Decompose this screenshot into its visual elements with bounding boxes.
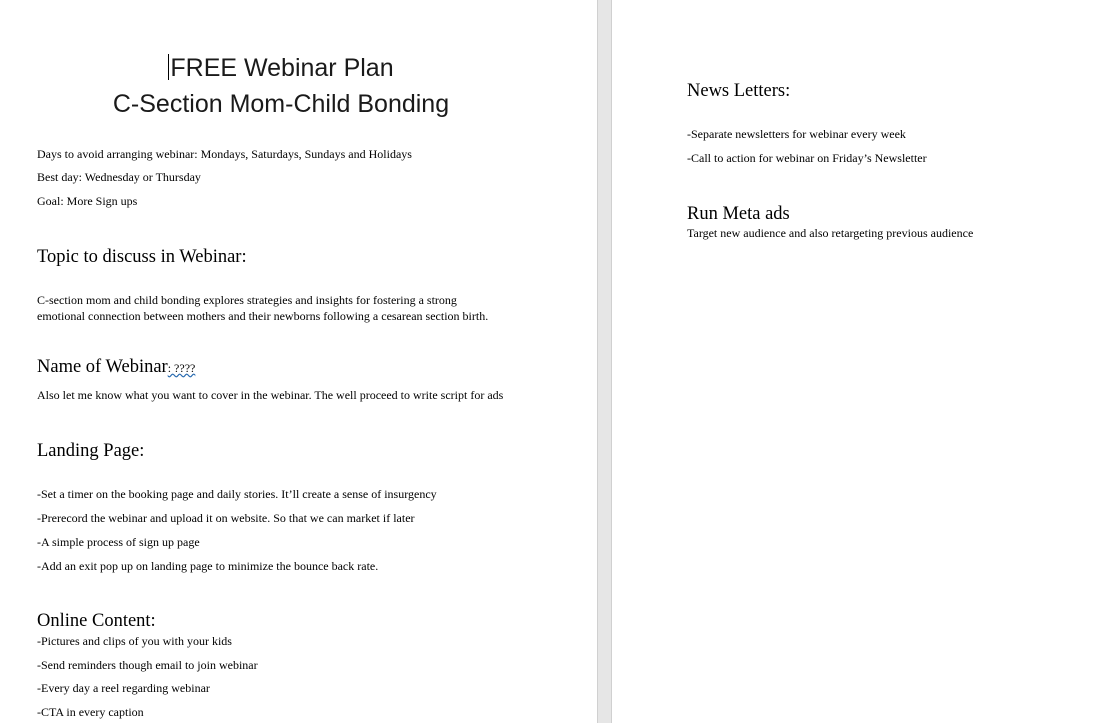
landing-item: -Set a timer on the booking page and daily stories. It’ll create a sense of insurgency bbox=[37, 487, 437, 501]
webinar-name-heading bbox=[37, 356, 195, 379]
webinar-name-label: Name of Webinar bbox=[37, 357, 168, 377]
intro-line-best-day: Best day: Wednesday or Thursday bbox=[37, 170, 201, 184]
landing-item: -Prerecord the webinar and upload it on website. So that we can market if later bbox=[37, 511, 415, 525]
newsletter-item: -Separate newsletters for webinar every week bbox=[687, 127, 906, 141]
online-content-item: -Every day a reel regarding webinar bbox=[37, 681, 210, 695]
landing-item: -A simple process of sign up page bbox=[37, 535, 200, 549]
intro-line-goal: Goal: More Sign ups bbox=[37, 194, 138, 208]
online-content-item: -Pictures and clips of you with your kids bbox=[37, 634, 232, 648]
document-page-2[interactable] bbox=[612, 0, 1120, 723]
intro-line-days-to-avoid: Days to avoid arranging webinar: Mondays, Saturdays, Sundays and Holidays bbox=[37, 147, 412, 161]
document-title-line-2: C-Section Mom-Child Bonding bbox=[112, 90, 450, 118]
online-content-item: -CTA in every caption bbox=[37, 705, 144, 719]
online-content-item: -Send reminders though email to join webinar bbox=[37, 658, 258, 672]
topic-heading: Topic to discuss in Webinar: bbox=[37, 247, 247, 267]
webinar-name-placeholder: : ???? bbox=[167, 361, 196, 375]
topic-text-line-1: C-section mom and child bonding explores strategies and insights for fostering a strong bbox=[37, 293, 457, 307]
online-content-heading: Online Content: bbox=[37, 611, 156, 631]
document-title-line-1: FREE Webinar Plan bbox=[170, 54, 394, 82]
landing-item: -Add an exit pop up on landing page to minimize the bounce back rate. bbox=[37, 559, 379, 573]
newsletter-item: -Call to action for webinar on Friday’s Newsletter bbox=[687, 151, 927, 165]
topic-text-line-2: emotional connection between mothers and their newborns following a cesarean section birth. bbox=[37, 309, 489, 323]
landing-page-heading: Landing Page: bbox=[37, 441, 145, 461]
newsletters-heading: News Letters: bbox=[687, 81, 791, 101]
meta-ads-heading: Run Meta ads bbox=[687, 204, 790, 224]
meta-ads-text: Target new audience and also retargeting previous audience bbox=[687, 226, 974, 240]
webinar-name-note: Also let me know what you want to cover in the webinar. The well proceed to write script for ads bbox=[37, 388, 504, 402]
page-separator bbox=[597, 0, 612, 723]
